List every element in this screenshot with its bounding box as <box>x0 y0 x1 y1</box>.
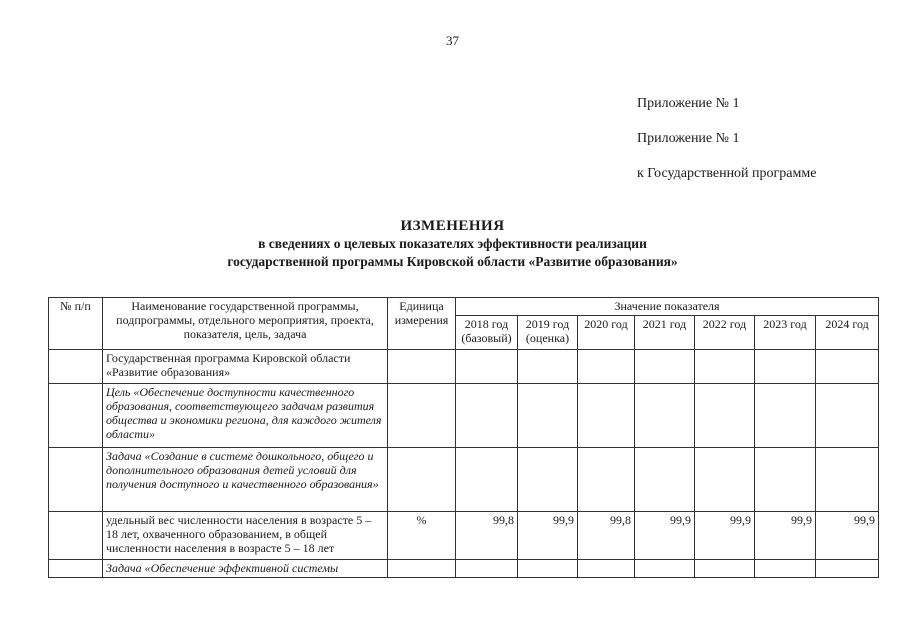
row-value <box>755 350 816 384</box>
row-value <box>456 350 518 384</box>
row-value: 99,9 <box>816 512 879 560</box>
table-row <box>49 350 879 384</box>
table-row <box>49 448 879 512</box>
row-unit: % <box>388 512 456 560</box>
row-num <box>49 384 103 448</box>
table-row <box>49 512 879 560</box>
table-row <box>49 384 879 448</box>
appendix-line-2: Приложение № 1 <box>637 131 740 146</box>
row-name: удельный вес численности населения в возрасте 5 – 18 лет, охваченного образованием, в общей численности населения в возрасте 5 – 18 лет <box>103 512 388 560</box>
row-name: Цель «Обеспечение доступности качественного образования, соответствующего задачам развития общества и экономики региона, для каждого жителя области» <box>103 384 388 448</box>
header-name: Наименование государственной программы, подпрограммы, отдельного мероприятия, проекта, показателя, цель, задача <box>103 298 388 350</box>
title-main: ИЗМЕНЕНИЯ <box>400 218 505 234</box>
row-num <box>49 512 103 560</box>
header-year: 2021 год <box>635 316 695 350</box>
row-unit <box>388 448 456 512</box>
row-value <box>635 560 695 578</box>
indicators-table <box>48 297 879 578</box>
row-value <box>456 560 518 578</box>
row-value <box>518 560 578 578</box>
page-number: 37 <box>446 33 459 48</box>
header-year: 2022 год <box>695 316 755 350</box>
row-num <box>49 448 103 512</box>
row-value <box>456 384 518 448</box>
row-name: Задача «Обеспечение эффективной системы <box>103 560 388 578</box>
row-value: 99,9 <box>695 512 755 560</box>
row-value <box>695 384 755 448</box>
row-value <box>695 350 755 384</box>
row-value <box>635 384 695 448</box>
row-name: Государственная программа Кировской области «Развитие образования» <box>103 350 388 384</box>
header-year: 2024 год <box>816 316 879 350</box>
row-unit <box>388 350 456 384</box>
row-value <box>695 560 755 578</box>
row-value <box>518 384 578 448</box>
row-value: 99,9 <box>755 512 816 560</box>
row-value <box>816 350 879 384</box>
row-value: 99,9 <box>635 512 695 560</box>
appendix-line-1: Приложение № 1 <box>637 96 740 111</box>
row-value <box>578 448 635 512</box>
table-row <box>49 560 879 578</box>
row-value <box>755 560 816 578</box>
row-value <box>518 350 578 384</box>
row-value <box>755 384 816 448</box>
header-year: 2023 год <box>755 316 816 350</box>
title-line-3: государственной программы Кировской области «Развитие образования» <box>227 254 678 269</box>
row-unit <box>388 560 456 578</box>
row-value: 99,9 <box>518 512 578 560</box>
row-value <box>578 384 635 448</box>
row-value <box>635 350 695 384</box>
row-value <box>816 560 879 578</box>
appendix-line-3: к Государственной программе <box>637 166 817 181</box>
row-value <box>578 560 635 578</box>
row-num <box>49 560 103 578</box>
row-value: 99,8 <box>578 512 635 560</box>
row-value <box>755 448 816 512</box>
row-value: 99,8 <box>456 512 518 560</box>
row-num <box>49 350 103 384</box>
row-value <box>816 384 879 448</box>
row-value <box>578 350 635 384</box>
row-value <box>518 448 578 512</box>
row-unit <box>388 384 456 448</box>
header-year: 2018 год (базовый) <box>456 316 518 350</box>
title-line-2: в сведениях о целевых показателях эффективности реализации <box>258 236 647 251</box>
document-title <box>0 218 905 271</box>
row-value <box>695 448 755 512</box>
header-unit: Единица измерения <box>388 298 456 350</box>
row-value <box>816 448 879 512</box>
header-value: Значение показателя <box>456 298 879 316</box>
header-num: № п/п <box>49 298 103 350</box>
header-year: 2020 год <box>578 316 635 350</box>
row-value <box>456 448 518 512</box>
header-year: 2019 год (оценка) <box>518 316 578 350</box>
row-name: Задача «Создание в системе дошкольного, общего и дополнительного образования детей условий для получения доступного и качественного образования» <box>103 448 388 512</box>
row-value <box>635 448 695 512</box>
